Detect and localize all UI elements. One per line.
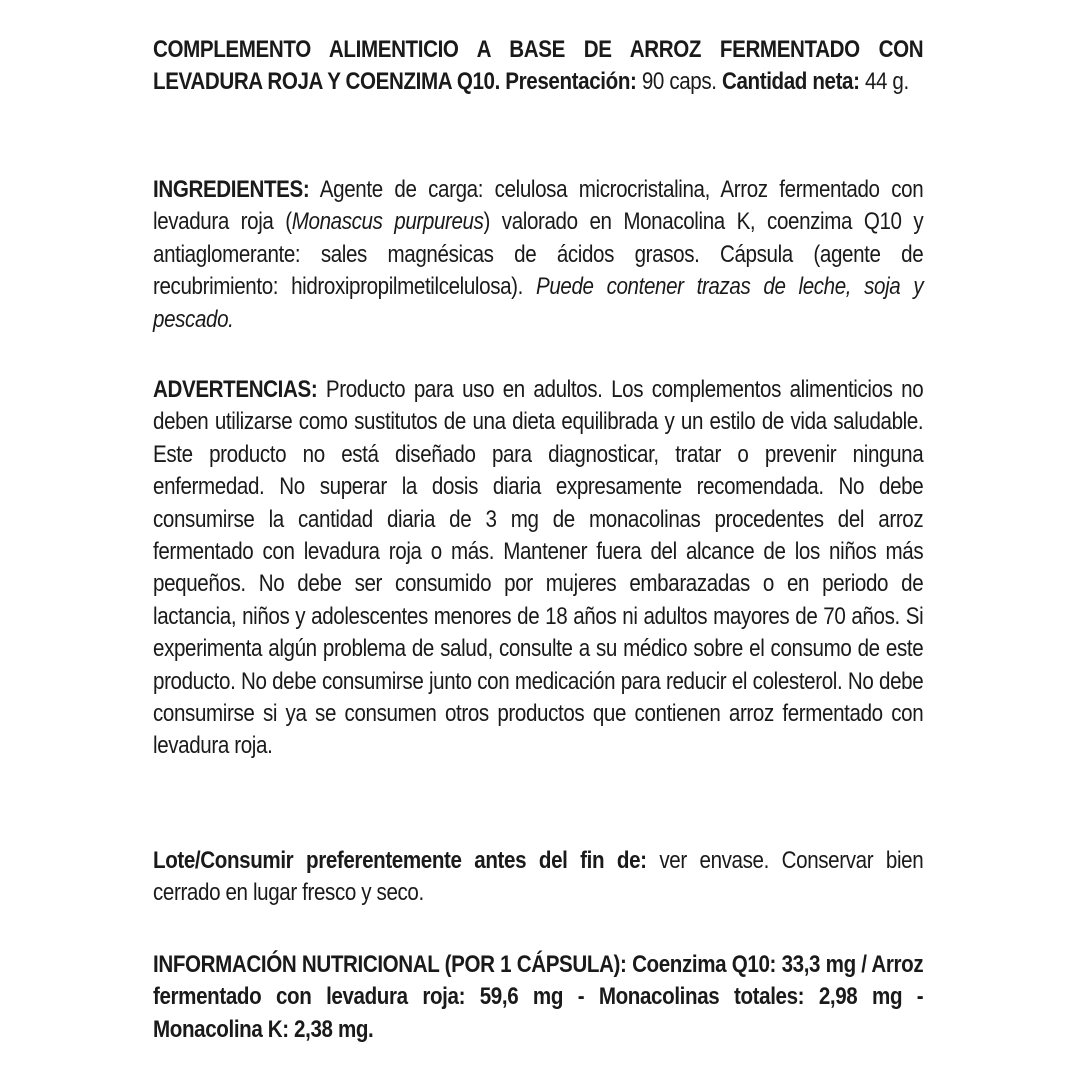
ingredients-section xyxy=(153,174,923,336)
warnings-label: ADVERTENCIAS: xyxy=(153,376,318,403)
net-quantity-value: 44 g. xyxy=(864,68,909,96)
product-label-text xyxy=(153,34,924,1043)
storage-section xyxy=(153,845,923,910)
ingredients-text-1: Agente de carga: celulosa microcristalina, Arroz fermentado con levadura roja ( xyxy=(153,176,924,236)
product-title: COMPLEMENTO ALIMENTICIO A BASE DE ARROZ FERMENTADO CON LEVADURA ROJA Y COENZIMA Q10. xyxy=(153,36,924,96)
storage-label: Lote/Consumir preferentemente antes del fin de: xyxy=(153,847,647,874)
presentation-value: 90 caps. xyxy=(641,68,717,96)
storage-text: ver envase. Conservar bien cerrado en lugar fresco y seco. xyxy=(153,847,924,907)
warnings-text: Producto para uso en adultos. Los complementos alimenticios no deben utilizarse como sustitutos de una dieta equilibrada y un estilo de vida saludable. Este producto no está diseñado para diagnosticar, tratar o prevenir ninguna enfermedad. No superar la dosis diaria expresamente recomendada. No debe consumirse la cantidad diaria de 3 mg de monacolinas procedentes del arroz fermentado con levadura roja o más. Mantener fuera del alcance de los niños más pequeños. No debe ser consumido por mujeres embarazadas o en periodo de lactancia, niños y adolescentes menores de 18 años ni adultos mayores de 70 años. Si experimenta algún problema de salud, consulte a su médico sobre el consumo de este producto. No debe consumirse junto con medicación para reducir el colesterol. No debe consumirse si ya se consumen otros productos que contienen arroz fermentado con levadura roja. xyxy=(153,376,924,760)
allergen-notice: Puede contener trazas de leche, soja y pescado. xyxy=(153,273,924,333)
ingredients-label: INGREDIENTES: xyxy=(153,176,310,203)
nutrition-label: INFORMACIÓN NUTRICIONAL (POR 1 CÁPSULA): xyxy=(153,951,627,978)
presentation-label: Presentación: xyxy=(505,68,637,96)
ingredients-text-2: ) valorado en Monacolina K, coenzima Q10 y antiaglomerante: sales magnésicas de ácidos grasos. Cápsula (agente de recubrimiento: hidroxipropilmetilcelulosa). xyxy=(153,208,924,301)
nutrition-values: Coenzima Q10: 33,3 mg / Arroz fermentado con levadura roja: 59,6 mg - Monacolinas totales: 2,98 mg - Monacolina K: 2,38 mg. xyxy=(153,951,924,1043)
nutrition-section xyxy=(153,949,923,1046)
net-quantity-label: Cantidad neta: xyxy=(721,68,860,96)
warnings-section xyxy=(153,374,923,763)
ingredients-species: Monascus purpureus xyxy=(291,208,484,236)
product-description xyxy=(153,34,923,131)
